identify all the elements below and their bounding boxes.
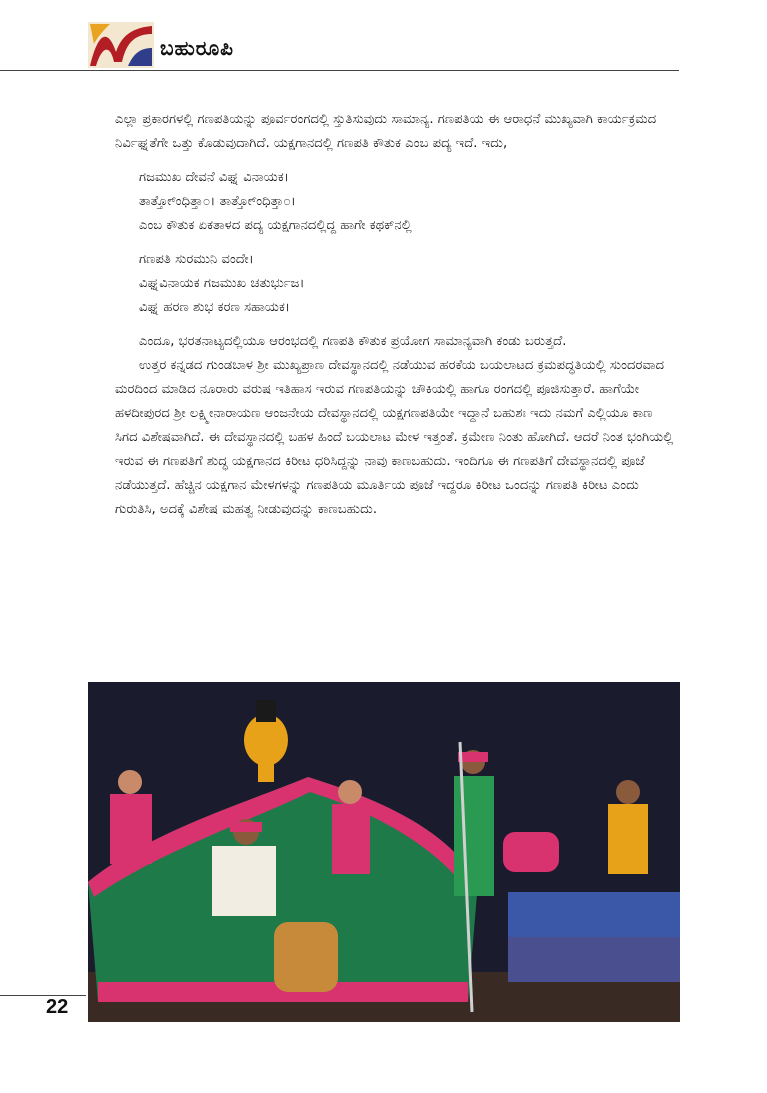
paragraph-1: ಎಲ್ಲಾ ಪ್ರಕಾರಗಳಲ್ಲಿ ಗಣಪತಿಯನ್ನು ಪೂರ್ವರಂಗದಲ್ಲಿ ಸ್ತುತಿಸುವುದು ಸಾಮಾನ್ಯ. ಗಣಪತಿಯ ಈ ಆರಾಧನೆ ಮುಖ್ಯವಾಗಿ ಕಾರ್ಯಕ್ರಮದ ನಿರ್ವಿಘ್ನತೆಗೇ ಒತ್ತು ಕೊಡುವುದಾಗಿದೆ. ಯಕ್ಷಗಾನದಲ್ಲಿ ಗಣಪತಿ ಕೌತುಕ ಎಂಬ ಪದ್ಯ ಇದೆ. ಇದು, [115,112,657,151]
performance-photo [88,682,680,1022]
verse-block-1 [139,166,675,238]
verse-line: ವಿಘ್ನ ಹರಣ ಶುಭ ಕರಣ ಸಹಾಯಕ। [139,300,290,315]
verse-line: ಗಣಪತಿ ಸುರಮುನಿ ವಂದೇ। [139,252,254,267]
verse-line: ವಿಘ್ನವಿನಾಯಕ ಗಜಮುಖ ಚತುರ್ಭುಜ। [139,276,305,291]
verse-line: ತಾತ್ತೋ್ಂಧಿತ್ತಾ೦। ತಾತ್ತೋ್ಂಧಿತ್ತಾ೦। [139,194,296,209]
verse-block-2 [139,248,675,320]
verse-line: ಎಂಬ ಕೌತುಕ ಏಕತಾಳದ ಪದ್ಯ ಯಕ್ಷಗಾನದಲ್ಲಿದ್ದ ಹಾಗೇ ಕಥಕ್‌ನಲ್ಲಿ [139,218,412,233]
logo-graphic [88,22,154,68]
page-number: 22 [46,996,69,1018]
header-divider [0,70,679,71]
paragraph-2: ಎಂದೂ, ಭರತನಾಟ್ಯದಲ್ಲಿಯೂ ಆರಂಭದಲ್ಲಿ ಗಣಪತಿ ಕೌತುಕ ಪ್ರಯೋಗ ಸಾಮಾನ್ಯವಾಗಿ ಕಂಡು ಬರುತ್ತದೆ. [139,334,567,349]
verse-line: ಗಜಮುಖ ದೇವನೆ ವಿಘ್ನ ವಿನಾಯಕ। [139,170,289,185]
paragraph-3: ಉತ್ತರ ಕನ್ನಡದ ಗುಂಡಬಾಳ ಶ್ರೀ ಮುಖ್ಯಪ್ರಾಣ ದೇವಸ್ಥಾನದಲ್ಲಿ ನಡೆಯುವ ಹರಕೆಯ ಬಯಲಾಟದ ಕ್ರಮಪದ್ಧತಿಯಲ್ಲಿ ಸುಂದರವಾದ ಮರದಿಂದ ಮಾಡಿದ ನೂರಾರು ವರುಷ ಇತಿಹಾಸ ಇರುವ ಗಣಪತಿಯನ್ನು ಚೌಕಿಯಲ್ಲಿ ಹಾಗೂ ರಂಗದಲ್ಲಿ ಪೂಜಿಸುತ್ತಾರೆ. ಹಾಗೆಯೇ ಹಳದೀಪುರದ ಶ್ರೀ ಲಕ್ಷ್ಮೀನಾರಾಯಣ ಆಂಜನೇಯ ದೇವಸ್ಥಾನದಲ್ಲಿ ಯಕ್ಷಗಣಪತಿಯೇ ಇದ್ದಾನೆ ಬಹುಶಃ ಇದು ನಮಗೆ ಎಲ್ಲಿಯೂ ಕಾಣ ಸಿಗದ ವಿಶೇಷವಾಗಿದೆ. ಈ ದೇವಸ್ಥಾನದಲ್ಲಿ ಬಹಳ ಹಿಂದೆ ಬಯಲಾಟ ಮೇಳ ಇತ್ತಂತೆ. ಕ್ರಮೇಣ ನಿಂತು ಹೋಗಿದೆ. ಆದರೆ ನಿಂತ ಭಂಗಿಯಲ್ಲಿ ಇರುವ ಈ ಗಣಪತಿಗೆ ಶುದ್ಧ ಯಕ್ಷಗಾನದ ಕಿರೀಟ ಧರಿಸಿದ್ದನ್ನು ನಾವು ಕಾಣಬಹುದು. ಇಂದಿಗೂ ಈ ಗಣಪತಿಗೆ ದೇವಸ್ಥಾನದಲ್ಲಿ ಪೂಜೆ ನಡೆಯುತ್ತದೆ. ಹೆಚ್ಚಿನ ಯಕ್ಷಗಾನ ಮೇಳಗಳನ್ನು ಗಣಪತಿಯ ಮೂರ್ತಿಯ ಪೂಜೆ ಇದ್ದರೂ ಕಿರೀಟ ಒಂದನ್ನು ಗಣಪತಿ ಕಿರೀಟ ಎಂದು ಗುರುತಿಸಿ, ಅದಕ್ಕೆ ವಿಶೇಷ ಮಹತ್ವ ನೀಡುವುದನ್ನು ಕಾಣಬಹುದು. [115,358,674,517]
logo [88,22,154,68]
article-body [115,108,675,522]
footer-rule [0,995,86,996]
photo-illustration [88,682,680,1022]
publication-title: ಬಹುರೂಪಿ [160,36,234,60]
